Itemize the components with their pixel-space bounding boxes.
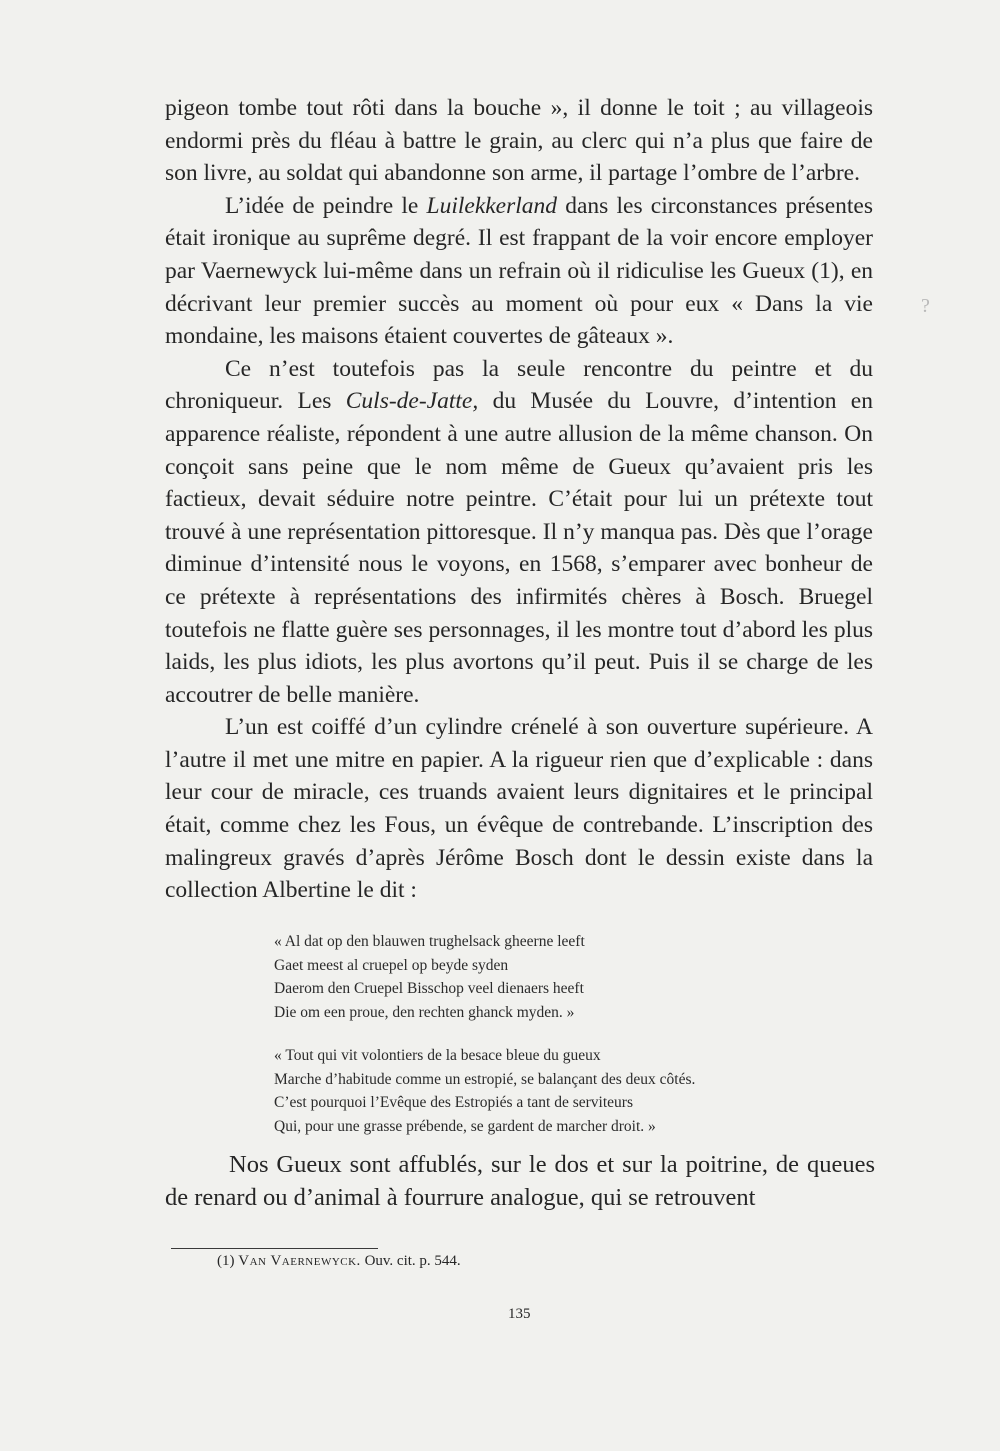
verse-line: Die om een proue, den rechten ghanck myden. » bbox=[274, 1003, 575, 1021]
margin-pencil-mark: ? bbox=[921, 295, 930, 317]
footnote-rule bbox=[171, 1248, 378, 1249]
footnote-author: Van Vaernewyck. bbox=[238, 1253, 361, 1269]
closing-text bbox=[165, 1148, 875, 1214]
paragraph-4: L’un est coiffé d’un cylindre crénelé à son ouverture supérieure. A l’autre il met une mitre en papier. A la rigueur rien que d’explicable : dans leur cour de miracle, ces truands avaient leurs dignitaires et le principal était, comme chez les Fous, un évêque de contrebande. L’inscription des malingreux gravés d’après Jérôme Bosch dont le dessin existe dans la collection Albertine le dit : bbox=[165, 714, 873, 904]
verse-line: Qui, pour une grasse prébende, se gardent de marcher droit. » bbox=[274, 1117, 656, 1135]
verse-line: C’est pourquoi l’Evêque des Estropiés a tant de serviteurs bbox=[274, 1094, 633, 1111]
paragraph-2: L’idée de peindre le Luilekkerland dans les circonstances présentes était ironique au suprême degré. Il est frappant de la voir encore employer par Vaernewyck lui-même dans un refrain où il ridiculise les Gueux (1), en décrivant leur premier succès au moment où pour eux « Dans la vie mondaine, les maisons étaient couvertes de gâteaux ». bbox=[165, 192, 873, 350]
verse-line: « Tout qui vit volontiers de la besace bleue du gueux bbox=[274, 1047, 601, 1064]
paragraph-3: Ce n’est toutefois pas la seule rencontre du peintre et du chroniqueur. Les Culs-de-Jatte, du Musée du Louvre, d’intention en apparence réaliste, répondent à une autre allusion de la même chanson. On conçoit sans peine que le nom même de Gueux qu’avaient pris les factieux, devait séduire notre peintre. C’était pour lui un prétexte tout trouvé à une représentation pittoresque. Il n’y manqua pas. Dès que l’orage diminue d’intensité nous le voyons, en 1568, s’emparer avec bonheur de ce prétexte à représentations des infirmités chères à Bosch. Bruegel toutefois ne flatte guère ses personnages, il les montre tout d’abord les plus laids, les plus idiots, les plus avortons qu’il peut. Puis il se charge de les accoutrer de belle manière. bbox=[165, 355, 873, 708]
luilekkerland-title: Luilekkerland bbox=[426, 192, 558, 219]
culs-de-jatte-title: Culs-de-Jatte, bbox=[345, 388, 479, 415]
paragraph-1: pigeon tombe tout rôti dans la bouche », il donne le toit ; au villageois endormi près du fléau à battre le grain, au clerc qui n’a plus que faire de son livre, au soldat qui abandonne son arme, il partage l’ombre de l’arbre. bbox=[165, 95, 873, 187]
verse-line: « Al dat op den blauwen trughelsack gheerne leeft bbox=[274, 933, 585, 950]
verse-line: Gaet meest al cruepel op beyde syden bbox=[274, 956, 509, 974]
verse-flemish bbox=[274, 930, 585, 1024]
paragraph-5: Nos Gueux sont affublés, sur le dos et sur la poitrine, de queues de renard ou d’animal à fourrure analogue, qui se retrouvent bbox=[165, 1151, 875, 1211]
page-number: 135 bbox=[508, 1306, 531, 1322]
verse-french bbox=[274, 1044, 695, 1138]
main-text bbox=[165, 92, 873, 907]
verse-line: Daerom den Cruepel Bisschop veel dienaers heeft bbox=[274, 980, 584, 997]
verse-line: Marche d’habitude comme un estropié, se balançant des deux côtés. bbox=[274, 1070, 696, 1088]
footnote: (1) Van Vaernewyck. Ouv. cit. p. 544. bbox=[217, 1253, 461, 1269]
